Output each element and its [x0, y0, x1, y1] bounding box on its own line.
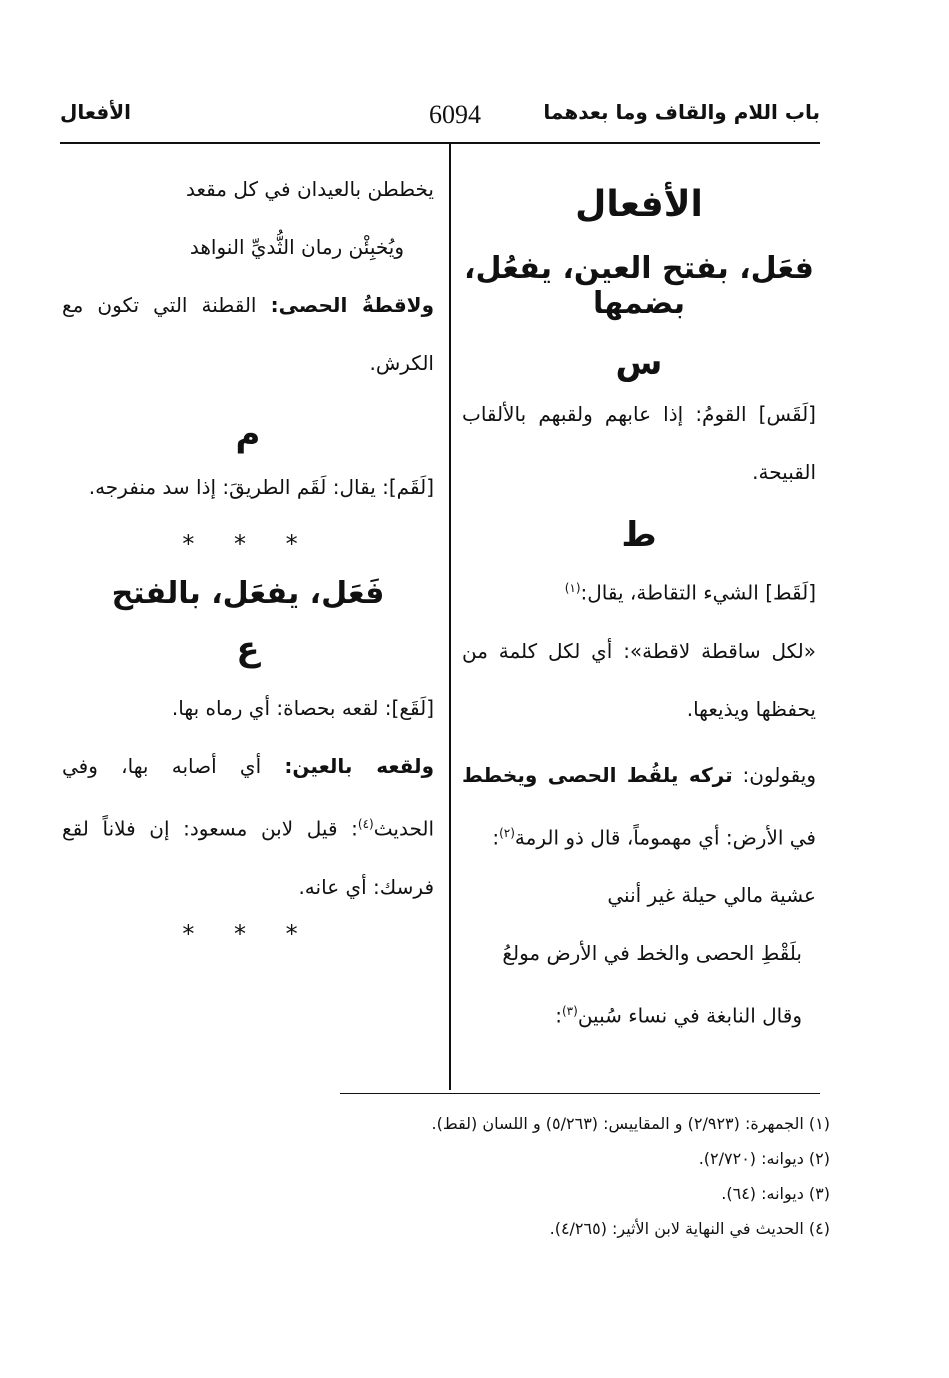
- left-verse-line-2: ويُخبِئْن رمان الثُّديِّ النواهد: [189, 235, 404, 259]
- entry-laqa: [لَقَع]: لقعه بحصاة: أي رماه بها.: [171, 696, 434, 720]
- verse-line-2: بلَقْطِ الحصى والخط في الأرض مولعُ: [502, 941, 802, 966]
- saying-intro: ويقولون:: [742, 762, 816, 787]
- footnote-1: (١) الجمهرة: (٢/٩٢٣) و المقاييس: (٥/٢٦٣) و اللسان (لقط).: [431, 1114, 830, 1133]
- footnote-ref-3: (٣): [561, 1004, 578, 1019]
- nabigha-colon: :: [555, 1003, 562, 1028]
- verse-line-1: عشية مالي حيلة غير أنني: [607, 883, 816, 908]
- footnote-ref-2: (٢): [499, 825, 515, 840]
- footnote-2: (٢) ديوانه: (٢/٧٢٠).: [698, 1149, 830, 1168]
- entry-laqat-saying: [462, 746, 816, 867]
- left-verse-line-1: يخططن بالعيدان في كل مقعد: [186, 177, 434, 201]
- main-heading: الأفعال: [575, 184, 703, 225]
- section-label: الأفعال: [60, 100, 131, 124]
- letter-heading-mim: م: [235, 414, 261, 454]
- letter-heading-ta: ط: [621, 515, 657, 555]
- entry-laqa-eye: [62, 737, 434, 916]
- footnote-ref-1: (١): [564, 581, 581, 595]
- laqita-headword: ولاقطةُ الحصى:: [270, 293, 435, 317]
- saying-colon: :: [492, 825, 500, 850]
- right-column: [462, 160, 816, 1045]
- page-number: 6094: [429, 100, 481, 129]
- entry-laqas: [لَقَس] القومُ: إذا عابهم ولقبهم بالألقاب القبيحة.: [462, 402, 816, 484]
- entry-nabigha: [462, 982, 816, 1045]
- footnotes: [300, 1106, 830, 1246]
- saying-explanation: في الأرض: أي مهموماً، قال ذو الرمة: [514, 825, 816, 850]
- laqa-eye-headword: ولقعه بالعين:: [284, 754, 435, 778]
- entry-laqita: [62, 276, 434, 392]
- section-separator-1: * * *: [182, 530, 314, 558]
- section-title: باب اللام والقاف وما بعدهما: [543, 100, 820, 124]
- entry-laqat-intro-text: [لَقَط] الشيء التقاطة، يقال:: [580, 580, 816, 605]
- saying-phrase: تركه يلقُط الحصى ويخطط: [462, 762, 733, 787]
- footnote-4: (٤) الحديث في النهاية لابن الأثير: (٤/٢٦٥).: [549, 1219, 830, 1238]
- form-heading: فعَل، بفتح العين، يفعُل، بضمها: [464, 251, 814, 321]
- footnote-ref-4: (٤): [357, 817, 374, 831]
- column-divider: [449, 144, 451, 1090]
- left-column: [62, 160, 434, 948]
- laqita-definition: القطنة التي تكون مع الكرش.: [62, 293, 434, 375]
- laqa-eye-definition: أي أصابه بها، وفي الحديث: [62, 754, 434, 841]
- footnote-3: (٣) ديوانه: (٦٤).: [721, 1184, 830, 1203]
- entry-laqam: [لَقَم]: يقال: لَقَم الطريقَ: إذا سد منفرجه.: [88, 475, 434, 499]
- letter-heading-sin: س: [615, 343, 663, 383]
- letter-heading-ain: ع: [236, 629, 260, 669]
- entry-laqat-intro: [462, 559, 816, 622]
- section-separator-2: * * *: [182, 919, 314, 948]
- header-divider: [60, 142, 820, 144]
- entry-laqat-proverb: «لكل ساقطة لاقطة»: أي لكل كلمة من يحفظها ويذيعها.: [462, 638, 816, 721]
- form-heading-fath: فَعَل، يفعَل، بالفتح: [111, 576, 385, 611]
- page-header: [60, 100, 820, 140]
- footnote-divider: [340, 1093, 820, 1094]
- laqa-eye-hadith: : قيل لابن مسعود: إن فلاناً لقع فرسك: أي عانه.: [62, 816, 434, 899]
- nabigha-text: وقال النابغة في نساء سُبين: [577, 1003, 802, 1028]
